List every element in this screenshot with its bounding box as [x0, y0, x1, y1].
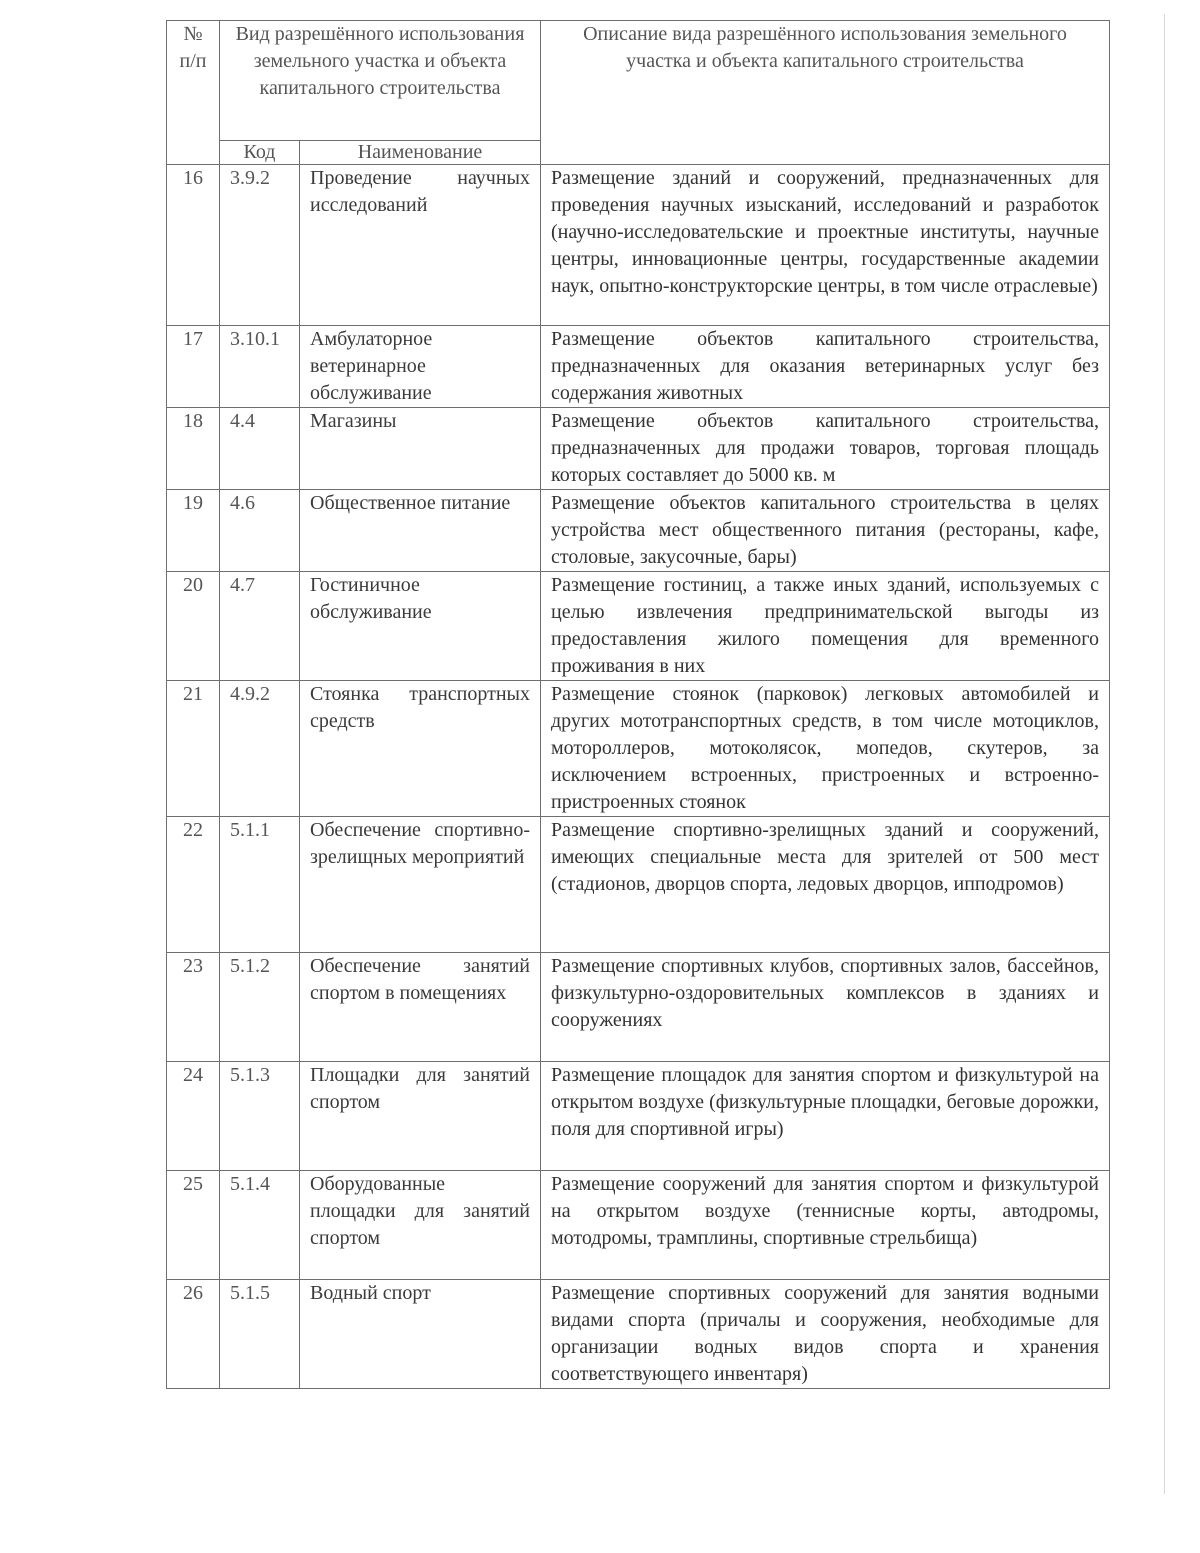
row-description: Размещение гостиниц, а также иных зданий, используемых с целью извлечения предпринимательской выгоды из предоставления жилого помещения для временного проживания в них	[541, 572, 1110, 681]
row-name: Амбулаторное ветеринарное обслуживание	[300, 326, 541, 408]
table-row	[167, 408, 1110, 490]
table-row	[167, 1062, 1110, 1171]
row-code: 4.4	[220, 408, 300, 490]
row-code: 3.10.1	[220, 326, 300, 408]
land-use-table	[166, 20, 1110, 1389]
row-number: 21	[167, 681, 220, 817]
row-name: Оборудованные площадки для занятий спортом	[300, 1171, 541, 1280]
row-description: Размещение зданий и сооружений, предназначенных для проведения научных изысканий, исследований и разработок (научно-исследовательские и проектные институты, научные центры, инновационные центры, государственные академии наук, опытно-конструкторские центры, в том числе отраслевые)	[541, 165, 1110, 326]
row-number: 17	[167, 326, 220, 408]
header-name: Наименование	[300, 141, 541, 165]
table-row	[167, 572, 1110, 681]
row-name: Магазины	[300, 408, 541, 490]
table-row	[167, 490, 1110, 572]
row-name: Водный спорт	[300, 1280, 541, 1389]
row-code: 5.1.5	[220, 1280, 300, 1389]
header-description: Описание вида разрешённого использования земельного участка и объекта капитального строительства	[541, 21, 1110, 165]
row-code: 4.9.2	[220, 681, 300, 817]
row-name: Обеспечение спортивно-зрелищных мероприятий	[300, 817, 541, 953]
header-code: Код	[220, 141, 300, 165]
row-code: 5.1.1	[220, 817, 300, 953]
header-number: № п/п	[167, 21, 220, 165]
row-name: Гостиничное обслуживание	[300, 572, 541, 681]
row-description: Размещение объектов капитального строительства в целях устройства мест общественного питания (рестораны, кафе, столовые, закусочные, бары)	[541, 490, 1110, 572]
row-number: 26	[167, 1280, 220, 1389]
row-name: Обеспечение занятий спортом в помещениях	[300, 953, 541, 1062]
row-description: Размещение площадок для занятия спортом и физкультурой на открытом воздухе (физкультурные площадки, беговые дорожки, поля для спортивной игры)	[541, 1062, 1110, 1171]
row-code: 5.1.3	[220, 1062, 300, 1171]
header-row	[167, 21, 1110, 141]
row-description: Размещение спортивных сооружений для занятия водными видами спорта (причалы и сооружения, необходимые для организации водных видов спорта и хранения соответствующего инвентаря)	[541, 1280, 1110, 1389]
row-number: 19	[167, 490, 220, 572]
row-number: 24	[167, 1062, 220, 1171]
header-use-type: Вид разрешённого использования земельного участка и объекта капитального строительства	[220, 21, 541, 141]
table-row	[167, 326, 1110, 408]
row-number: 20	[167, 572, 220, 681]
table-row	[167, 817, 1110, 953]
table-row	[167, 953, 1110, 1062]
row-code: 5.1.2	[220, 953, 300, 1062]
table-row	[167, 1280, 1110, 1389]
row-name: Площадки для занятий спортом	[300, 1062, 541, 1171]
table-row	[167, 165, 1110, 326]
table-row	[167, 1171, 1110, 1280]
row-code: 3.9.2	[220, 165, 300, 326]
row-number: 22	[167, 817, 220, 953]
row-number: 25	[167, 1171, 220, 1280]
row-name: Общественное питание	[300, 490, 541, 572]
row-description: Размещение сооружений для занятия спортом и физкультурой на открытом воздухе (теннисные корты, автодромы, мотодромы, трамплины, спортивные стрельбища)	[541, 1171, 1110, 1280]
row-description: Размещение спортивных клубов, спортивных залов, бассейнов, физкультурно-оздоровительных комплексов в зданиях и сооружениях	[541, 953, 1110, 1062]
row-description: Размещение объектов капитального строительства, предназначенных для продажи товаров, торговая площадь которых составляет до 5000 кв. м	[541, 408, 1110, 490]
row-code: 5.1.4	[220, 1171, 300, 1280]
row-name: Проведение научных исследований	[300, 165, 541, 326]
row-description: Размещение объектов капитального строительства, предназначенных для оказания ветеринарных услуг без содержания животных	[541, 326, 1110, 408]
row-code: 4.6	[220, 490, 300, 572]
row-number: 23	[167, 953, 220, 1062]
row-code: 4.7	[220, 572, 300, 681]
row-description: Размещение стоянок (парковок) легковых автомобилей и других мототранспортных средств, в том числе мотоциклов, мотороллеров, мотоколясок, мопедов, скутеров, за исключением встроенных, пристроенных и встроенно-пристроенных стоянок	[541, 681, 1110, 817]
scan-edge-line	[1164, 14, 1165, 1494]
row-name: Стоянка транспортных средств	[300, 681, 541, 817]
row-number: 18	[167, 408, 220, 490]
row-description: Размещение спортивно-зрелищных зданий и сооружений, имеющих специальные места для зрителей от 500 мест (стадионов, дворцов спорта, ледовых дворцов, ипподромов)	[541, 817, 1110, 953]
table-row	[167, 681, 1110, 817]
row-number: 16	[167, 165, 220, 326]
